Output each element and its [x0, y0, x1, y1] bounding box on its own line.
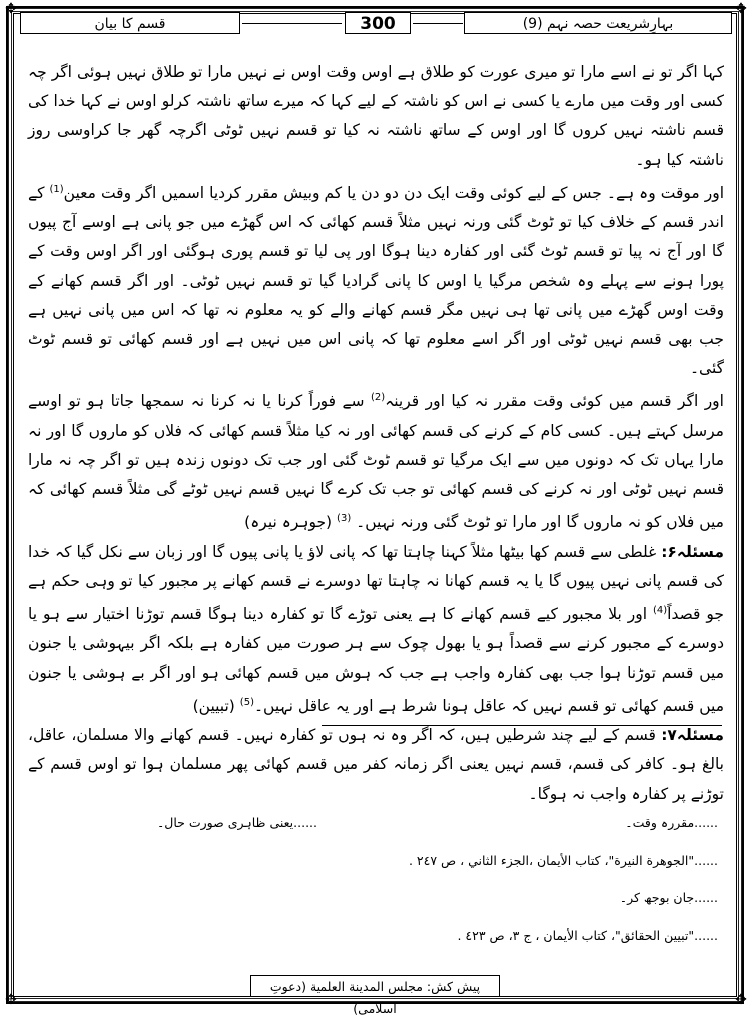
publisher-footer: پیش کش: مجلس المدينة العلمية (دعوتِ اسلامی) [250, 975, 500, 997]
masala-label: مسئلہ۶: [661, 542, 724, 561]
footnote-marker: (4) [652, 605, 668, 617]
chapter-title: قسم کا بیان [20, 12, 240, 34]
footnote-1: ......مقررہ وقت۔ [625, 815, 718, 830]
paragraph [28, 383, 724, 537]
corner-ornament-icon: ✥ [5, 992, 17, 1008]
corner-ornament-icon: ✥ [735, 992, 747, 1008]
footnote-marker: (3) [337, 513, 352, 525]
paragraph-text: اور اگر قسم میں کوئی وقت مقرر نہ کیا اور قرینہ [385, 392, 724, 411]
footnote-marker: (5) [239, 696, 254, 708]
header-divider [413, 23, 463, 24]
book-title: بہارِشریعت حصہ نہم (9) [464, 12, 732, 34]
paragraph-text: کے اندر قسم کے خلاف کیا تو ٹوٹ گئی ورنہ نہیں مثلاً قسم کھائی کہ اس گھڑے میں جو پانی ہے اوسے آج پیوں گا اور آج نہ پیا تو قسم ٹوٹ گئی اور کفارہ دینا ہوگا اور پی لیا تو قسم پوری ہوگئی اور اگر اوس وقت کے پورا ہونے سے پہلے وہ شخص مرگیا یا اوس کا پانی گرادیا گیا تو قسم نہیں ٹوٹی۔ اور اگر قسم کھانے کے وقت اوس گھڑے میں پانی تھا ہی نہیں مگر قسم کھانے والے کو یہ معلوم نہ تھا کہ اس میں پانی نہیں ہے جب بھی قسم نہیں ٹوٹی اور اگر اسے معلوم تھا کہ پانی اس میں نہیں ہے اور قسم کھائی تو قسم ٹوٹ گئی۔ [28, 183, 724, 378]
paragraph-text: اور موقت وہ ہے۔ جس کے لیے کوئی وقت ایک دن دو دن یا کم وبیش مقرر کردیا اسمیں اگر وقت معین [63, 183, 724, 202]
footnote-2: ......یعنی ظاہری صورت حال۔ [156, 815, 317, 830]
paragraph-text: قسم کے لیے چند شرطیں ہیں، کہ اگر وہ نہ ہوں تو کفارہ نہیں۔ قسم کھانے والا مسلمان، عاقل، بالغ ہو۔ کافر کی قسم، قسم نہیں یعنی اگر زمانہ کفر میں قسم کھائی پھر مسلمان ہوا تو اوس قسم کے توڑنے پر کفارہ واجب نہ ہوگا۔ [28, 726, 724, 803]
corner-ornament-icon: ✥ [5, 1, 17, 17]
page-number: 300 [345, 12, 411, 34]
paragraph-text: کہا اگر تو نے اسے مارا تو میری عورت کو طلاق ہے اوس وقت اوس نے نہیں مارا تو طلاق نہیں ہوئی اگر چہ کسی اور وقت میں مارے یا کسی نے اس کو ناشتہ کے لیے کہا کہ میرے ساتھ ناشتہ کرلو اوس نے کہا خدا کی قسم ناشتہ نہیں کروں گا اور اوس کے ساتھ ناشتہ نہ کیا تو قسم نہیں ٹوٹی اگرچہ گھر جا کراوسی روز ناشتہ کیا ہو۔ [28, 63, 724, 169]
paragraph-text: سے فوراً کرنا یا نہ کرنا نہ سمجھا جاتا ہو تو اوسے مرسل کہتے ہیں۔ کسی کام کے کرنے کی قسم کھائی اور نہ کیا مثلاً قسم کھائی کہ فلاں کو ماروں گا اور نہ مارا یہاں تک کہ دونوں میں سے ایک مرگیا تو قسم ٹوٹ گئی اور جب تک دونوں زندہ ہیں تو اگر چہ نہ مارا قسم نہیں ٹوٹی اور نہ کرنے کی قسم کھائی تو جب تک کرے گا نہیں قسم نہیں ٹوٹے گی مثلاً قسم کھائی کہ میں فلاں کو نہ ماروں گا اور مارا تو ٹوٹ گئی ورنہ نہیں۔ [28, 392, 724, 532]
paragraph [28, 58, 724, 175]
footnote-5: ......"تبيين الحقائق"، كتاب الأيمان ، ج ٣، ص ٤٢٣ . [457, 928, 718, 943]
main-text [28, 58, 724, 809]
corner-ornament-icon: ✥ [735, 1, 747, 17]
source-citation: (جوہرہ نیرہ) [244, 513, 333, 532]
footnote-separator [322, 725, 722, 726]
source-citation: (تبیین) [192, 697, 235, 716]
footnote-3: ......"الجوهرة النيرة"، كتاب الأيمان ،الجزء الثاني ، ص ٢٤٧ . [408, 853, 718, 868]
header-divider [242, 23, 342, 24]
footnote-marker: (1) [49, 183, 64, 195]
page-header [20, 12, 732, 36]
paragraph [28, 175, 724, 384]
paragraph-text: اور بلا مجبور کیے قسم کھانے کا ہے یعنی توڑے گا تو کفارہ دینا ہوگا قسم توڑنا اختیار سے ہو یا دوسرے کے مجبور کرنے سے قصداً ہو یا بھول چوک سے ہر صورت میں کفارہ ہے بلکہ اگر بیہوشی یا جنون میں قسم توڑنا ہوا جب بھی کفارہ واجب ہے جب کہ ہوش میں قسم کھائی ہو اور اگر بے ہوشی یا جنون میں قسم کھائی تو قسم نہیں کہ عاقل ہونا شرط ہے اور یہ عاقل نہیں۔ [28, 605, 724, 716]
masala-label: مسئلہ۷: [661, 726, 724, 745]
paragraph-text: غلطی سے قسم کھا بیٹھا مثلاً کہنا چاہتا تھا کہ پانی لاؤ یا پانی پیوں گا اور زبان سے نکل گیا کہ خدا کی قسم پانی نہیں پیوں گا یا یہ قسم کھانا نہ چاہتا تھا دوسرے نے قسم کھانے پر مجبور کیا تو وہی حکم ہے جو قصداً [28, 542, 724, 624]
masala-6 [28, 538, 724, 722]
footnote-marker: (2) [370, 392, 386, 404]
footnote-4: ......جان بوجھ کر۔ [619, 890, 718, 905]
masala-7 [28, 721, 724, 809]
